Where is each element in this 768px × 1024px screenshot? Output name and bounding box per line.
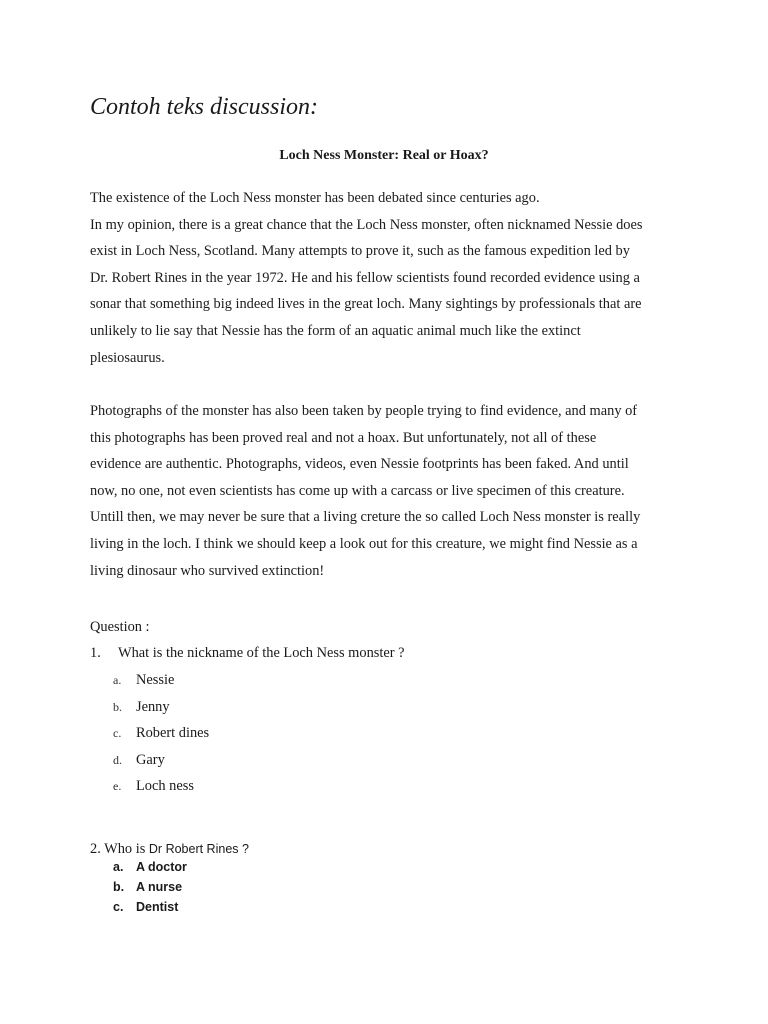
answer-option [113,747,209,774]
paragraph-2 [90,398,690,584]
paragraph-line: living in the loch. I think we should keep a look out for this creature, we might find Nessie as a [90,535,638,552]
paragraph-line: now, no one, not even scientists has come up with a carcass or live specimen of this creature. [90,482,625,499]
option-text: Nessie [136,672,175,688]
option-letter: c. [113,726,122,741]
answer-option [113,667,209,694]
question-number: 1. [90,645,101,661]
answer-option [113,694,209,721]
option-text: A doctor [136,860,187,874]
document-heading: Contoh teks discussion: [90,94,318,120]
questions-label: Question : [90,619,150,635]
option-text: A nurse [136,880,183,894]
paragraph-line: plesiosaurus. [90,349,165,366]
paragraph-line: Untill then, we may never be sure that a living creture the so called Loch Ness monster is really [90,509,641,526]
paragraph-line: Dr. Robert Rines in the year 1972. He and his fellow scientists found recorded evidence using a [90,269,640,286]
question-text: What is the nickname of the Loch Ness monster ? [118,645,405,661]
option-letter: a. [113,860,124,874]
paragraph-line: sonar that something big indeed lives in the great loch. Many sightings by professionals that are [90,296,642,313]
paragraph-line: unlikely to lie say that Nessie has the form of an aquatic animal much like the extinct [90,322,581,339]
option-text: Jenny [136,698,170,715]
paragraph-line: this photographs has been proved real and not a hoax. But unfortunately, not all of these [90,429,597,446]
paragraph-line: exist in Loch Ness, Scotland. Many attempts to prove it, such as the famous expedition led by [90,243,630,260]
option-letter: b. [113,699,122,714]
paragraph-line: Photographs of the monster has also been taken by people trying to find evidence, and many of [90,403,638,419]
answer-option [113,773,209,800]
article-title: Loch Ness Monster: Real or Hoax? [279,148,489,163]
question-1-options [113,667,209,800]
option-letter: d. [113,752,122,767]
option-text: Loch ness [136,778,194,795]
option-text: Robert dines [136,725,210,742]
question-1 [90,640,405,666]
option-letter: b. [113,880,125,894]
paragraph-line: The existence of the Loch Ness monster has been debated since centuries ago. [90,190,540,206]
answer-option [113,897,187,917]
answer-option [113,877,187,897]
paragraph-line: In my opinion, there is a great chance that the Loch Ness monster, often nicknamed Nessie does [90,216,643,233]
option-letter: e. [113,779,122,794]
paragraph-line: evidence are authentic. Photographs, videos, even Nessie footprints has been faked. And until [90,456,629,473]
paragraph-line: living dinosaur who survived extinction! [90,562,325,579]
question-2-options [113,857,187,917]
question-name: Dr Robert Rines ? [148,842,249,856]
question-prefix: 2. Who is [90,841,149,857]
paragraph-1 [90,185,690,371]
option-text: Gary [136,751,165,768]
option-text: Dentist [136,900,179,914]
option-letter: a. [113,673,122,687]
option-letter: c. [113,900,124,914]
answer-option [113,857,187,877]
answer-option [113,720,209,747]
